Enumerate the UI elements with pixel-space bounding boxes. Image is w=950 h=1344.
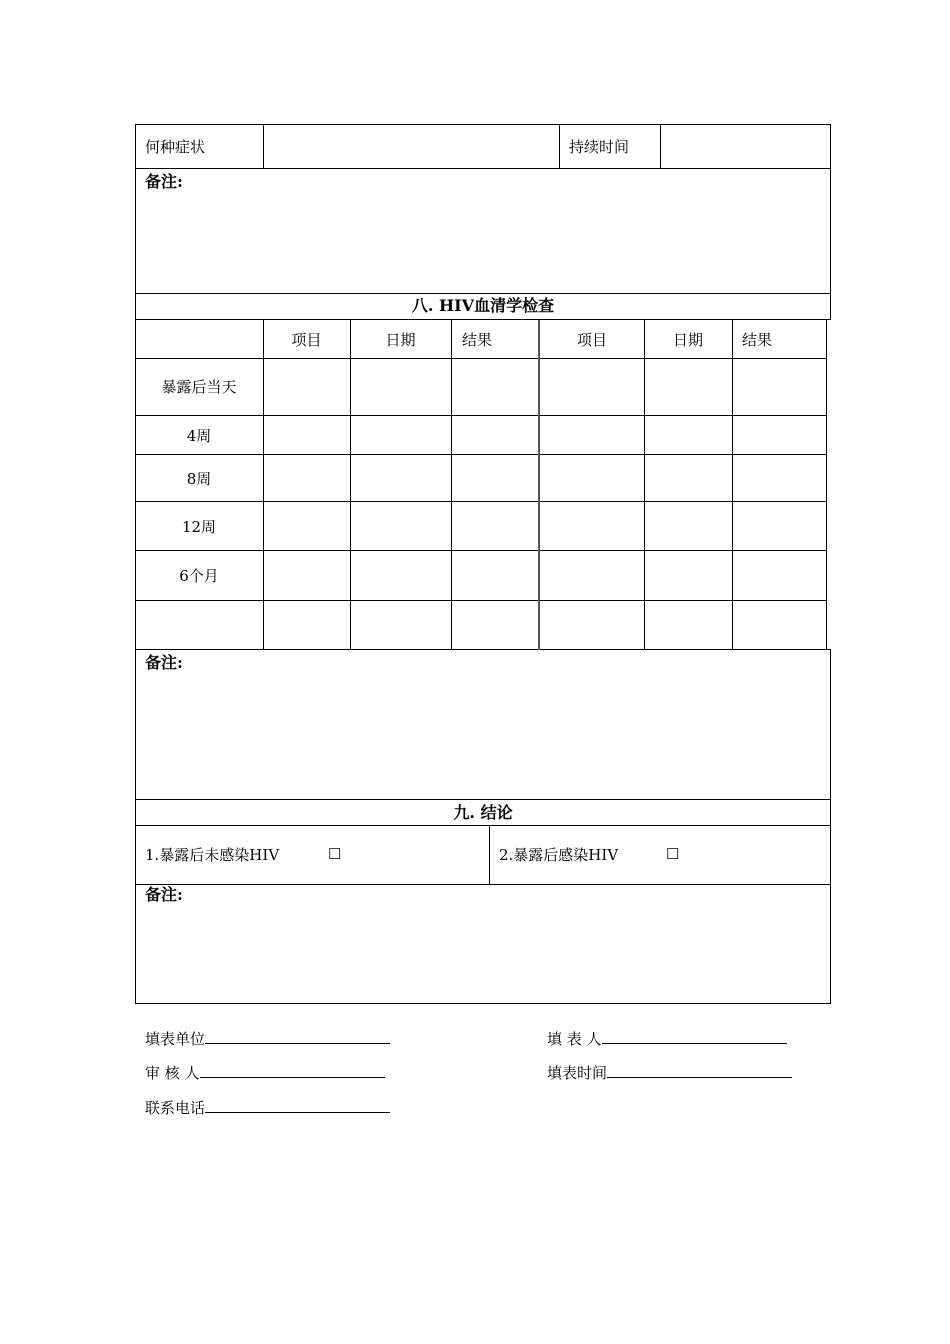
hiv-note-field[interactable] (136, 676, 830, 799)
unit-label: 填表单位 (145, 1030, 206, 1048)
conclusion-note-field[interactable] (136, 908, 830, 1003)
hiv-note-label: 备注: (145, 653, 183, 672)
symptom-note-label: 备注: (145, 172, 183, 191)
symptom-label: 何种症状 (145, 138, 206, 156)
header-date-2: 日期 (672, 331, 703, 349)
fill-date-label: 填表时间 (547, 1064, 608, 1082)
reviewer-line[interactable] (200, 1061, 385, 1078)
option-not-infected-checkbox[interactable]: ☐ (328, 845, 342, 863)
header-result-2: 结果 (742, 331, 773, 349)
option-infected-checkbox[interactable]: ☐ (666, 845, 680, 863)
reviewer-label: 审 核 人 (145, 1064, 200, 1082)
symptom-field[interactable] (264, 125, 559, 168)
signature-filler (547, 1027, 787, 1048)
signature-unit (145, 1027, 390, 1048)
signature-reviewer (145, 1061, 385, 1082)
duration-field[interactable] (661, 125, 830, 168)
filler-line[interactable] (602, 1027, 787, 1044)
conclusion-note-label: 备注: (145, 885, 183, 904)
signature-fill-date (547, 1061, 792, 1082)
option-not-infected-label: 1.暴露后未感染HIV (145, 846, 280, 864)
row-label-12w: 12周 (181, 518, 217, 536)
signature-phone (145, 1096, 390, 1117)
header-item-1: 项目 (291, 331, 322, 349)
fill-date-line[interactable] (607, 1061, 792, 1078)
hiv-section-title: 八. HIV血清学检查 (411, 296, 555, 315)
row-label-6m: 6个月 (179, 567, 219, 585)
option-infected-label: 2.暴露后感染HIV (499, 846, 619, 864)
symptom-note-field[interactable] (136, 195, 830, 293)
header-result-1: 结果 (462, 331, 493, 349)
phone-line[interactable] (205, 1096, 390, 1113)
row-label-4w: 4周 (186, 427, 212, 445)
duration-label: 持续时间 (569, 138, 630, 156)
conclusion-title: 九. 结论 (453, 803, 513, 822)
header-item-2: 项目 (576, 331, 607, 349)
row-label-day0: 暴露后当天 (161, 378, 237, 396)
header-date-1: 日期 (385, 331, 416, 349)
filler-label: 填 表 人 (547, 1030, 602, 1048)
unit-line[interactable] (205, 1027, 390, 1044)
row-label-8w: 8周 (186, 470, 212, 488)
phone-label: 联系电话 (145, 1099, 206, 1117)
